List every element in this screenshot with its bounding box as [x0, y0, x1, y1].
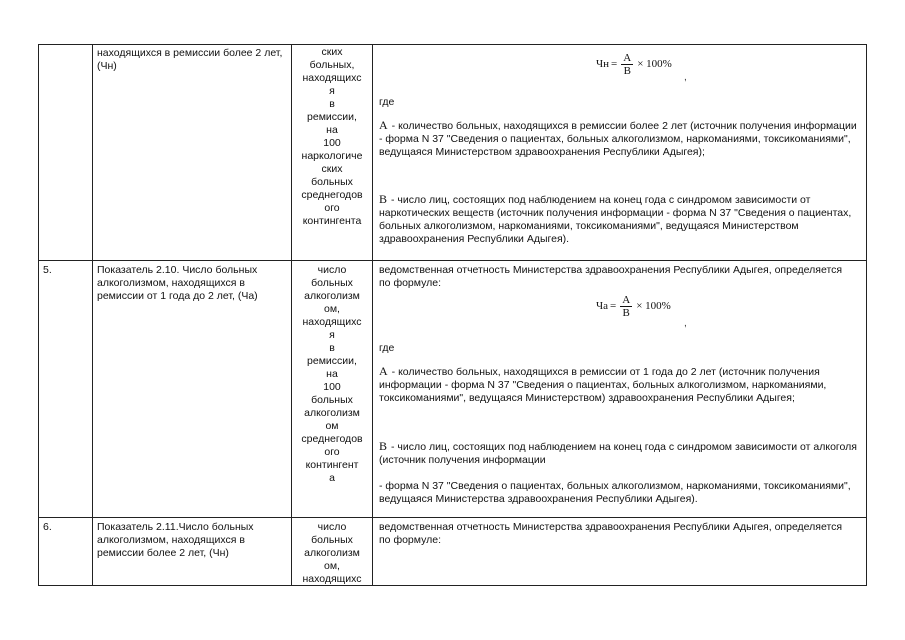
formula-comma: ,	[684, 318, 687, 329]
column-divider	[291, 45, 292, 585]
formula-comma: ,	[684, 72, 687, 83]
indicator-name: Показатель 2.10. Число больных алкоголизмом, находящихся в ремиссии от 1 года до 2 лет, (Ча)	[97, 264, 258, 302]
formula-fraction	[621, 52, 633, 77]
formula-denominator: B	[622, 307, 630, 319]
formula-numerator: A	[622, 294, 631, 306]
formula-numerator: A	[623, 52, 632, 64]
row-number: 5.	[43, 264, 52, 276]
formula-equals: =	[611, 58, 618, 70]
variable-a-text: - количество больных, находящихся в ремиссии от 1 года до 2 лет (источник получения информации - форма N 37 "Сведения о пациентах, больных алкоголизмом, наркоманиями, токсикоманиями", ведущаяся Министерством) здравоохранения Республики Адыгея;	[379, 366, 827, 404]
formula-lhs: Чн	[596, 58, 610, 70]
variable-b-text: - число лиц, состоящих под наблюдением на конец года с синдромом зависимости от наркотических веществ (источник получения информации - форма N 37 "Сведения о пациентах, больных алкоголизмом, наркоманиями, токсикоманиями", ведущаяся Министерством здравоохранения Республики Адыгея).	[379, 194, 852, 245]
unit-of-measure: ских больных, находящихс я в ремиссии, на 100 наркологиче ских больных среднегодов ого контингента	[301, 46, 363, 227]
formula-multiplier: × 100%	[636, 300, 671, 312]
row-divider	[39, 517, 866, 518]
variable-b-source: - форма N 37 "Сведения о пациентах, больных алкоголизмом, наркоманиями, токсикоманиями", ведущаяся Министерства здравоохранения Республики Адыгея).	[379, 480, 851, 505]
column-divider	[92, 45, 93, 585]
formula-lhs: Ча	[596, 300, 609, 312]
unit-of-measure: число больных алкоголизм ом, находящихс	[302, 521, 362, 585]
row-number: 6.	[43, 521, 52, 533]
column-divider	[372, 45, 373, 585]
indicator-name: Показатель 2.11.Число больных алкоголизмом, находящихся в ремиссии более 2 лет, (Чн)	[97, 521, 254, 559]
variable-b: B	[379, 439, 388, 453]
formula-equals: =	[610, 300, 617, 312]
variable-a: A	[379, 364, 388, 378]
variable-b: B	[379, 192, 388, 206]
method-intro: ведомственная отчетность Министерства здравоохранения Республики Адыгея, определяется по формуле:	[379, 264, 843, 289]
indicator-name: находящихся в ремиссии более 2 лет, (Чн)	[97, 47, 283, 72]
variable-b-text: - число лиц, состоящих под наблюдением на конец года с синдромом зависимости от алкоголя (источник получения информации	[379, 441, 857, 466]
variable-a-description	[379, 365, 857, 405]
formula-fraction	[620, 294, 632, 319]
formula	[596, 294, 671, 319]
variable-a-text: - количество больных, находящихся в ремиссии более 2 лет (источник получения информации - форма N 37 "Сведения о пациентах, больных алкоголизмом, наркоманиями, токсикоманиями", ведущаяся Министерством здравоохранения Республики Адыгея);	[379, 120, 857, 158]
row-divider	[39, 260, 866, 261]
variable-a-description	[379, 119, 857, 159]
unit-of-measure: число больных алкоголизм ом, находящихс я в ремиссии, на 100 больных алкоголизм ом среднегодов ого контингент а	[301, 264, 363, 484]
where-label: где	[379, 342, 395, 354]
variable-b-description	[379, 440, 857, 467]
formula-multiplier: × 100%	[637, 58, 672, 70]
formula-denominator: B	[623, 65, 631, 77]
where-label: где	[379, 96, 395, 108]
formula	[596, 52, 672, 77]
method-intro: ведомственная отчетность Министерства здравоохранения Республики Адыгея, определяется по формуле:	[379, 521, 843, 546]
variable-a: A	[379, 118, 388, 132]
indicator-table	[38, 44, 867, 586]
variable-b-description	[379, 193, 857, 246]
